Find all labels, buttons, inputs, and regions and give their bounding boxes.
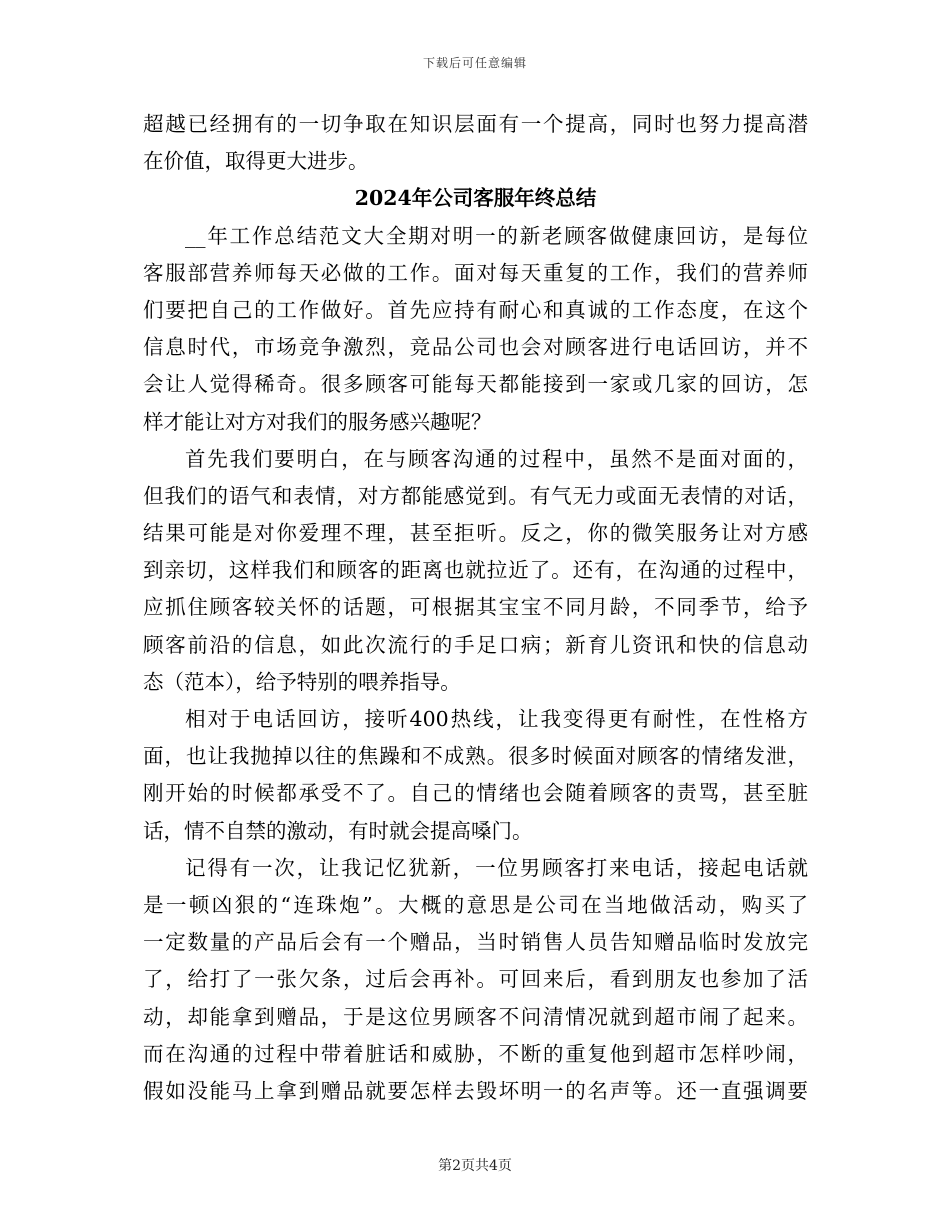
text-line: 到亲切，这样我们和顾客的距离也就拉近了。还有，在沟通的过程中， [143, 558, 808, 583]
text-line: 信息时代，市场竞争激烈，竞品公司也会对顾客进行电话回访，并不 [143, 335, 808, 360]
page-number: 第2页共4页 [438, 1158, 512, 1174]
page-header-note: 下载后可任意编辑 [422, 56, 527, 70]
text-line: 而在沟通的过程中带着脏话和威胁，不断的重复他到超市怎样吵闹， [143, 1041, 808, 1066]
text-line: 但我们的语气和表情，对方都能感觉到。有气无力或面无表情的对话， [143, 483, 808, 508]
text-line: __年工作总结范文大全期对明一的新老顾客做健康回访，是每位 [185, 223, 808, 248]
text-line: 在价值，取得更大进步。 [143, 149, 369, 174]
text-line: 会让人觉得稀奇。很多顾客可能每天都能接到一家或几家的回访，怎 [143, 372, 808, 397]
text-line: 应抓住顾客较关怀的话题，可根据其宝宝不同月龄，不同季节，给予 [143, 595, 808, 620]
document-body [143, 106, 808, 1110]
text-line: 们要把自己的工作做好。首先应持有耐心和真诚的工作态度，在这个 [143, 297, 808, 322]
text-line: 客服部营养师每天必做的工作。面对每天重复的工作，我们的营养师 [143, 260, 808, 285]
document-title: 2024年公司客服年终总结 [354, 186, 597, 211]
text-line: 一定数量的产品后会有一个赠品，当时销售人员告知赠品临时发放完 [143, 930, 808, 955]
text-line: 态（范本），给予特别的喂养指导。 [143, 669, 461, 694]
text-line: 记得有一次，让我记忆犹新，一位男顾客打来电话，接起电话就 [185, 855, 808, 880]
text-line: 首先我们要明白，在与顾客沟通的过程中，虽然不是面对面的， [185, 446, 808, 471]
text-line: 了，给打了一张欠条，过后会再补。可回来后，看到朋友也参加了活 [143, 967, 808, 992]
text-line: 超越已经拥有的一切争取在知识层面有一个提高，同时也努力提高潜 [143, 112, 808, 136]
text-line: 刚开始的时候都承受不了。自己的情绪也会随着顾客的责骂，甚至脏 [143, 781, 808, 806]
text-line: 样才能让对方对我们的服务感兴趣呢？ [143, 409, 492, 434]
text-line: 假如没能马上拿到赠品就要怎样去毁坏明一的名声等。还一直强调要 [143, 1078, 808, 1103]
text-line: 顾客前沿的信息，如此次流行的手足口病；新育儿资讯和快的信息动 [143, 632, 808, 657]
text-line: 相对于电话回访，接听400热线，让我变得更有耐性，在性格方 [185, 707, 808, 731]
text-line: 面，也让我抛掉以往的焦躁和不成熟。很多时候面对顾客的情绪发泄， [143, 744, 808, 769]
text-line: 话，情不自禁的激动，有时就会提高嗓门。 [143, 818, 533, 843]
text-line: 动，却能拿到赠品，于是这位男顾客不问清情况就到超市闹了起来。 [143, 1004, 808, 1029]
text-line: 结果可能是对你爱理不理，甚至拒听。反之，你的微笑服务让对方感 [143, 521, 808, 546]
text-line: 是一顿凶狠的“连珠炮”。大概的意思是公司在当地做活动，购买了 [143, 892, 808, 917]
